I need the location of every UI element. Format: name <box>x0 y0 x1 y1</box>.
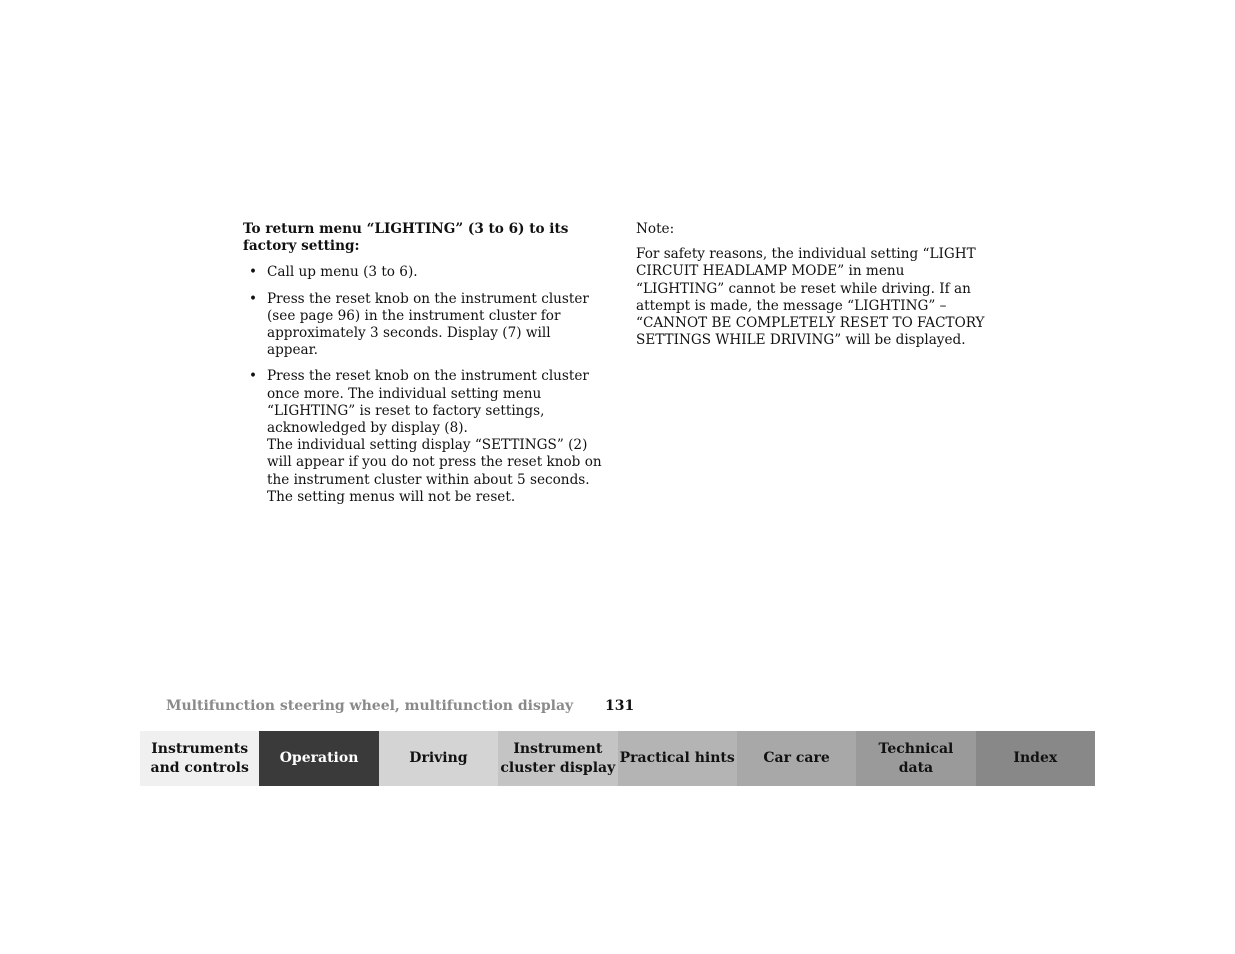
list-item <box>243 264 603 281</box>
bullet-icon: • <box>249 368 258 385</box>
instruction-list <box>243 264 603 506</box>
list-item <box>243 291 603 360</box>
bullet-icon: • <box>249 290 258 307</box>
note-text: For safety reasons, the individual setting “LIGHT CIRCUIT HEADLAMP MODE” in menu “LIGHTING” cannot be reset while driving. If an attempt is made, the message “LIGHTING” – “CANNOT BE COMPLETELY RESET TO FACTORY SETTINGS WHILE DRIVING” will be displayed. <box>636 246 985 349</box>
list-item-text: Call up menu (3 to 6). <box>267 264 418 281</box>
tab-practical-hints[interactable]: Practical hints <box>618 731 737 786</box>
tab-operation[interactable]: Operation <box>259 731 378 786</box>
tab-car-care[interactable]: Car care <box>737 731 856 786</box>
note-label: Note: <box>636 221 675 237</box>
list-item-text: Press the reset knob on the instrument cluster once more. The individual setting menu “LIGHTING” is reset to factory settings, acknowledged by display (8). <box>267 368 589 437</box>
left-column <box>243 221 603 515</box>
tab-instruments-and-controls[interactable]: Instruments and controls <box>140 731 259 786</box>
chapter-tab-bar <box>140 731 1095 786</box>
footer-section-title: Multifunction steering wheel, multifunction display <box>166 698 574 714</box>
page-number: 131 <box>605 698 635 714</box>
list-item <box>243 368 603 506</box>
tab-technical-data[interactable]: Technical data <box>856 731 975 786</box>
list-item-text: Press the reset knob on the instrument cluster (see page 96) in the instrument cluster for approximately 3 seconds. Display (7) will appear. <box>267 290 589 359</box>
tab-instrument-cluster-display[interactable]: Instrument cluster display <box>498 731 617 786</box>
list-item-followup: The individual setting display “SETTINGS” (2) will appear if you do not press the reset knob on the instrument cluster within about 5 seconds. The setting menus will not be reset. <box>267 437 602 505</box>
section-heading: To return menu “LIGHTING” (3 to 6) to its factory setting: <box>243 221 569 255</box>
tab-index[interactable]: Index <box>976 731 1095 786</box>
tab-driving[interactable]: Driving <box>379 731 498 786</box>
bullet-icon: • <box>249 264 258 281</box>
right-column <box>636 221 996 349</box>
